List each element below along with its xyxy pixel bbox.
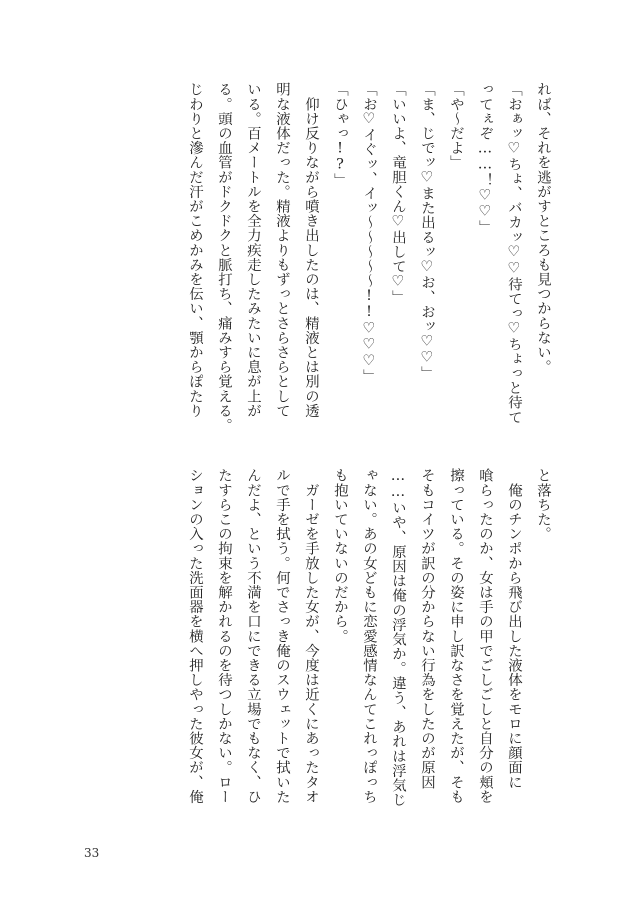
page-number: 33 bbox=[84, 846, 100, 860]
text-line: 俺のチンポから飛び出した液体をモロに顔面に bbox=[506, 468, 522, 790]
text-line: 「おぁッ♡ちょ、バカッ♡♡待てっ♡ちょっと待て bbox=[506, 82, 522, 425]
text-block-top bbox=[180, 82, 557, 433]
text-line: ってぇぞ……！♡♡」 bbox=[477, 82, 493, 235]
text-line: る。頭の血管がドクドクと脈打ち、痛みすら覚える。 bbox=[216, 82, 232, 433]
text-line: 喰らったのか、女は手の甲でごしごしと自分の頬を bbox=[477, 468, 493, 804]
text-line: 「ひゃっ!?」 bbox=[332, 82, 348, 188]
text-line: と落ちた。 bbox=[535, 468, 551, 541]
text-line: ルで手を拭う。何でさっき俺のスウェットで拭いた bbox=[274, 468, 290, 804]
text-line: 仰け反りながら噴き出したのは、精液とは別の透 bbox=[303, 82, 319, 418]
text-block-bottom bbox=[180, 468, 557, 807]
text-line: 「いいよ、竜胆くん♡出して♡」 bbox=[390, 82, 406, 305]
text-line: ションの入った洗面器を横へ押しやった彼女が、俺 bbox=[187, 468, 203, 804]
text-line: そもコイツが訳の分からない行為をしたのが原因 bbox=[419, 468, 435, 790]
text-line: じわりと滲んだ汗がこめかみを伝い、顎からぽたり bbox=[187, 82, 203, 418]
text-line: 「や～だよ」 bbox=[448, 82, 464, 170]
text-line: 擦っている。その姿に申し訳なさを覚えたが、そも bbox=[448, 468, 464, 804]
text-line: んだよ、という不満を口にできる立場でもなく、ひ bbox=[245, 468, 261, 804]
text-line: れば、それを逃がすところも見つからない。 bbox=[535, 82, 551, 374]
text-line: 「お♡イぐッ、イッ～～～～～!!♡♡♡」 bbox=[361, 82, 377, 384]
text-line: たすらこの拘束を解かれるのを待つしかない。ロー bbox=[216, 468, 232, 804]
text-line: ……いや、原因は俺の浮気か。違う、あれは浮気じ bbox=[390, 468, 406, 807]
text-line: も抱いていないのだから。 bbox=[332, 468, 348, 644]
text-line: ガーゼを手放した女が、今度は近くにあったタオ bbox=[303, 468, 319, 804]
text-line: 「ま、じでッ♡また出るッ♡お、おッ♡♡」 bbox=[419, 82, 435, 381]
text-line: いる。百メートルを全力疾走したみたいに息が上が bbox=[245, 82, 261, 418]
text-line: 明な液体だった。精液よりもずっとさらさらとして bbox=[274, 82, 290, 418]
text-line: ゃない。あの女どもに恋愛感情なんてこれっぽっち bbox=[361, 468, 377, 804]
